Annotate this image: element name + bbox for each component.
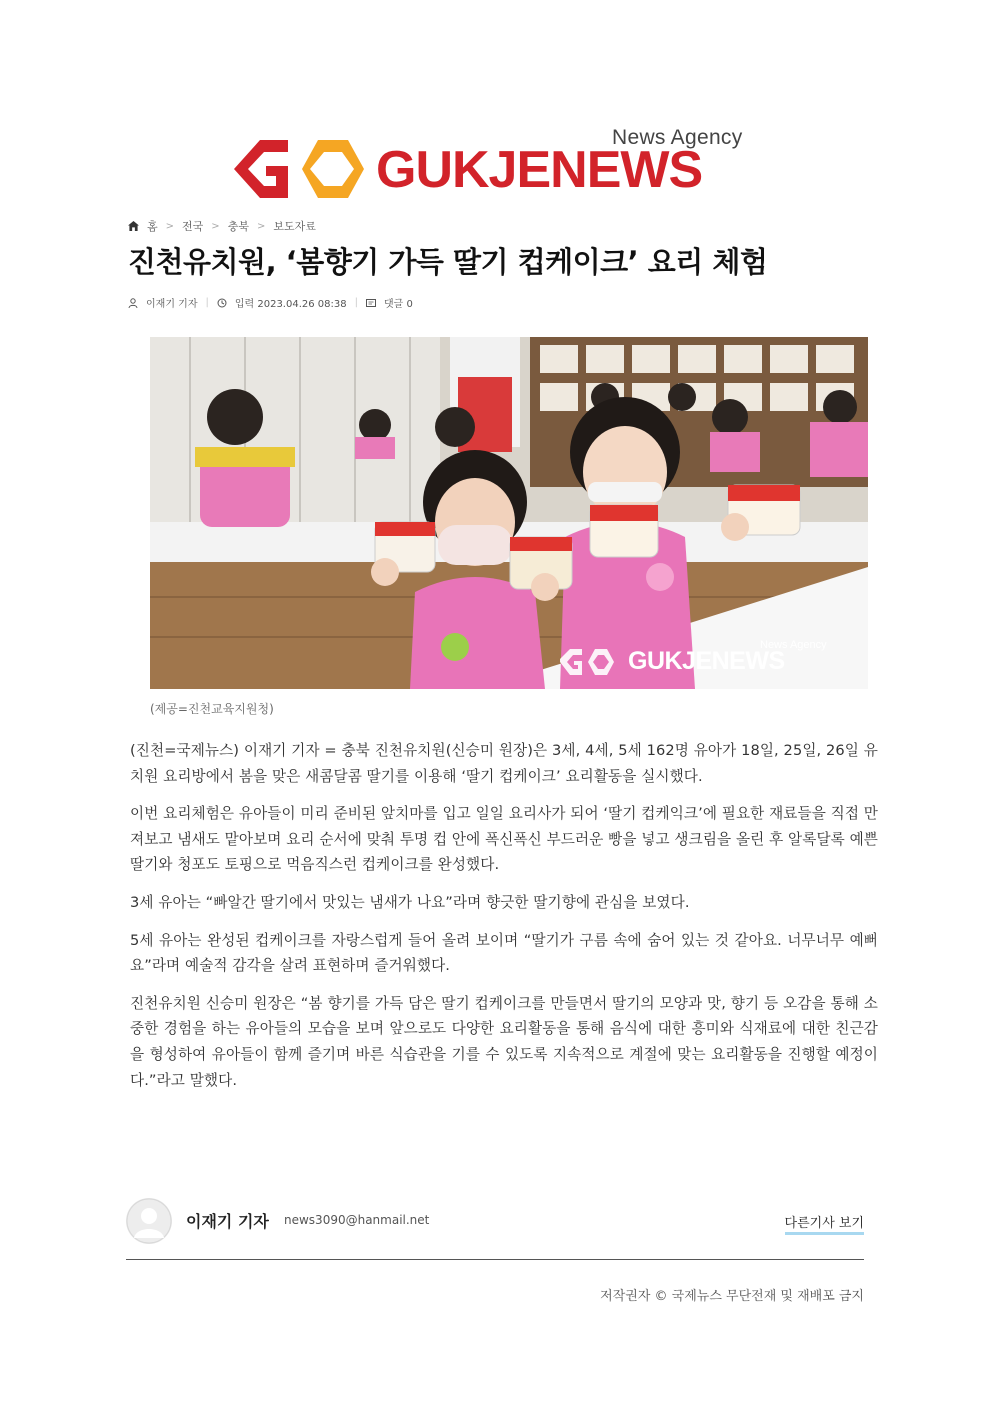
article-paragraph: 이번 요리체험은 유아들이 미리 준비된 앞치마를 입고 일일 요리사가 되어 ‘딸기 컵케익크’에 필요한 재료들을 직접 만져보고 냄새도 맡아보며 요리 순서에 맞춰 투명 컵 안에 폭신폭신 부드러운 빵을 넣고 생크림을 올린 후 알록달록 예쁜 딸기와 청포도 토핑으로 먹음직스런 컵케이크를 완성했다. [130, 805, 878, 874]
author-email[interactable]: news3090@hanmail.net [284, 1213, 430, 1227]
article-photo-illustration [150, 337, 868, 689]
chevron-right-icon: > [256, 220, 266, 232]
home-icon[interactable] [128, 221, 139, 231]
meta-divider: | [205, 297, 209, 308]
logo-tagline: News Agency [612, 126, 743, 149]
article-meta [128, 295, 413, 310]
copyright-notice: 저작권자 © 국제뉴스 무단전재 및 재배포 금지 [600, 1289, 864, 1304]
clock-icon [217, 298, 227, 308]
photo-watermark-tagline: News Agency [760, 639, 827, 651]
logo-wordmark: GUKJENEWS [376, 141, 703, 199]
author-name: 이재기 기자 [186, 1212, 269, 1231]
breadcrumb-province[interactable]: 충북 [227, 220, 249, 233]
photo-watermark-word: GUKJENEWS [628, 647, 785, 675]
article-body [130, 738, 878, 1105]
article-photo [150, 337, 868, 689]
person-icon [128, 298, 138, 308]
article-paragraph: 3세 유아는 “빠알간 딸기에서 맛있는 냄새가 나요”라며 향긋한 딸기향에 관심을 보였다. [130, 893, 690, 911]
chevron-right-icon: > [165, 220, 175, 232]
avatar-placeholder-icon [126, 1198, 172, 1244]
article-paragraph: 5세 유아는 완성된 컵케이크를 자랑스럽게 들어 올려 보이며 “딸기가 구름 속에 숨어 있는 것 같아요. 너무너무 예뻐요”라며 예술적 감각을 살려 표현하며 즐거워했다. [130, 931, 878, 975]
footer-divider [126, 1259, 864, 1260]
breadcrumb-home[interactable]: 홈 [147, 220, 158, 233]
photo-caption: (제공=진천교육지원청) [150, 702, 274, 716]
breadcrumb-section[interactable]: 보도자료 [273, 220, 316, 233]
breadcrumb-region[interactable]: 전국 [182, 220, 204, 233]
article-paragraph: 진천유치원 신승미 원장은 “봄 향기를 가득 담은 딸기 컵케이크를 만들면서 딸기의 모양과 맛, 향기 등 오감을 통해 소중한 경험을 하는 유아들의 모습을 보며 앞으로도 다양한 요리활동을 통해 음식에 대한 흥미와 식재료에 대한 친근감을 형성하여 유아들이 함께 즐기며 바른 식습관을 기를 수 있도록 지속적으로 계절에 맞는 요리활동을 진행할 예정이다.”라고 말했다. [130, 994, 878, 1089]
breadcrumb [128, 218, 316, 234]
article-paragraph: (진천=국제뉴스) 이재기 기자 = 충북 진천유치원(신승미 원장)은 3세, 4세, 5세 162명 유아가 18일, 25일, 26일 유치원 요리방에서 봄을 맞은 새콤달콤 딸기를 이용해 ‘딸기 컵케이크’ 요리활동을 실시했다. [130, 742, 878, 785]
author-box [126, 1198, 864, 1244]
meta-published: 입력 2023.04.26 08:38 [234, 299, 347, 310]
meta-divider: | [354, 297, 358, 308]
article-title: 진천유치원, ‘봄향기 가득 딸기 컵케이크’ 요리 체험 [128, 245, 768, 279]
comment-icon [366, 298, 376, 308]
chevron-right-icon: > [211, 220, 220, 232]
logo-mark-icon [230, 136, 370, 202]
meta-comments[interactable]: 댓글 0 [384, 299, 413, 310]
avatar [126, 1198, 172, 1244]
meta-author: 이재기 기자 [146, 299, 198, 310]
more-articles-link[interactable]: 다른기사 보기 [785, 1212, 864, 1235]
